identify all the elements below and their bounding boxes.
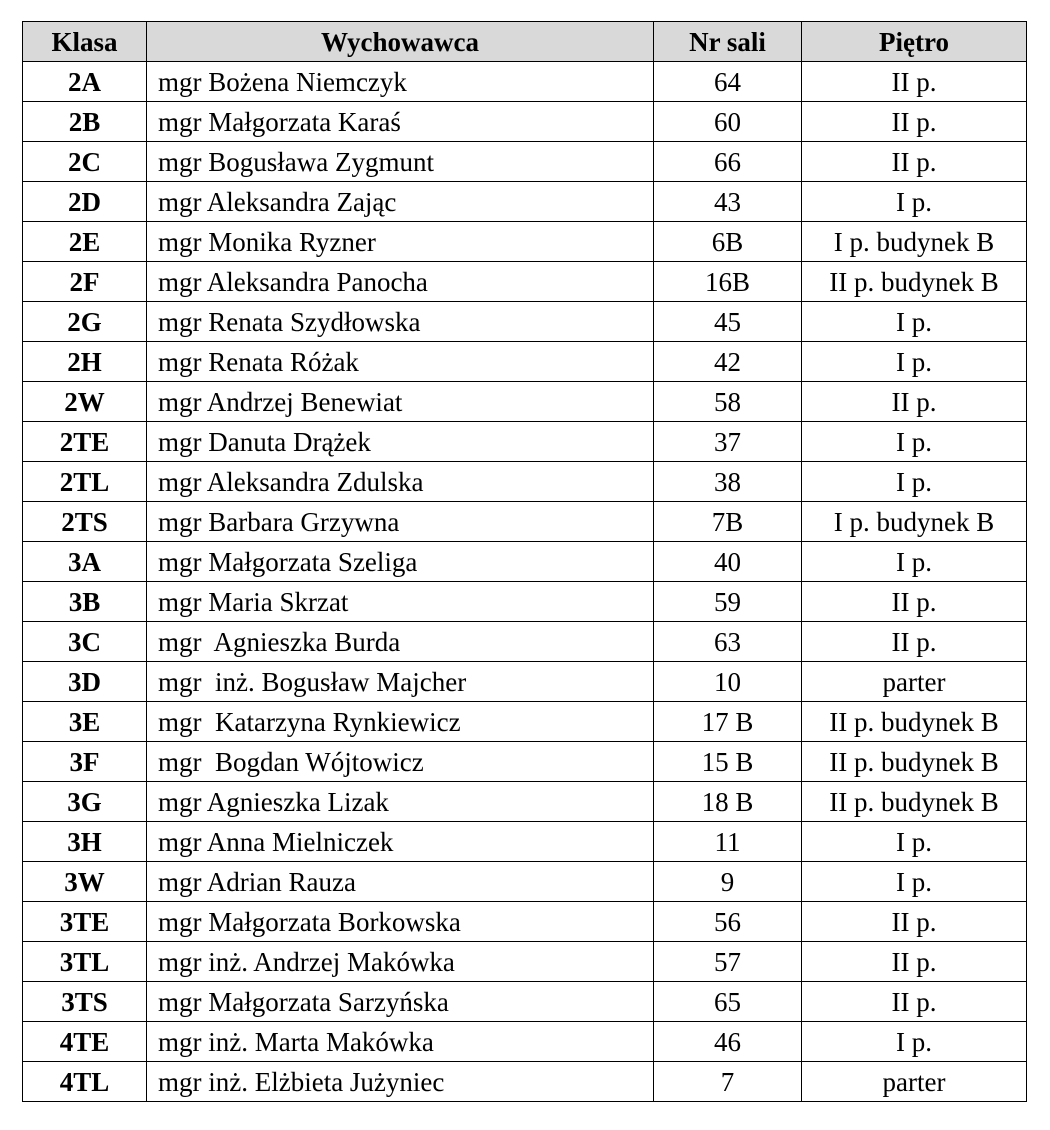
klasa-cell: 3H	[23, 822, 147, 862]
wychowawca-cell: mgr Bogusława Zygmunt	[147, 142, 654, 182]
nr-sali-cell: 42	[654, 342, 802, 382]
klasa-cell: 3G	[23, 782, 147, 822]
nr-sali-cell: 58	[654, 382, 802, 422]
nr-sali-cell: 18 B	[654, 782, 802, 822]
table-row	[23, 502, 1027, 542]
nr-sali-cell: 57	[654, 942, 802, 982]
wychowawca-cell: mgr Bożena Niemczyk	[147, 62, 654, 102]
pietro-cell: II p.	[802, 142, 1027, 182]
klasa-cell: 2D	[23, 182, 147, 222]
table-row	[23, 342, 1027, 382]
nr-sali-cell: 9	[654, 862, 802, 902]
klasa-cell: 2TE	[23, 422, 147, 462]
klasa-cell: 3TS	[23, 982, 147, 1022]
wychowawca-cell: mgr Katarzyna Rynkiewicz	[147, 702, 654, 742]
wychowawca-cell: mgr Danuta Drążek	[147, 422, 654, 462]
wychowawca-cell: mgr Agnieszka Lizak	[147, 782, 654, 822]
pietro-cell: parter	[802, 1062, 1027, 1102]
wychowawca-cell: mgr Aleksandra Zdulska	[147, 462, 654, 502]
pietro-cell: II p.	[802, 582, 1027, 622]
wychowawca-cell: mgr Agnieszka Burda	[147, 622, 654, 662]
pietro-cell: II p.	[802, 902, 1027, 942]
pietro-cell: I p.	[802, 302, 1027, 342]
pietro-cell: I p.	[802, 1022, 1027, 1062]
pietro-cell: II p.	[802, 622, 1027, 662]
table-row	[23, 982, 1027, 1022]
table-row	[23, 862, 1027, 902]
table-row	[23, 662, 1027, 702]
klasa-cell: 2G	[23, 302, 147, 342]
klasa-cell: 2W	[23, 382, 147, 422]
pietro-cell: parter	[802, 662, 1027, 702]
table-row	[23, 782, 1027, 822]
klasa-cell: 2TL	[23, 462, 147, 502]
klasa-cell: 3TL	[23, 942, 147, 982]
table-row	[23, 902, 1027, 942]
header-nr-sali: Nr sali	[654, 22, 802, 62]
nr-sali-cell: 43	[654, 182, 802, 222]
klasa-cell: 3A	[23, 542, 147, 582]
table-row	[23, 822, 1027, 862]
wychowawca-cell: mgr Adrian Rauza	[147, 862, 654, 902]
klasa-cell: 3F	[23, 742, 147, 782]
nr-sali-cell: 37	[654, 422, 802, 462]
nr-sali-cell: 16B	[654, 262, 802, 302]
klasa-cell: 4TE	[23, 1022, 147, 1062]
wychowawca-cell: mgr Monika Ryzner	[147, 222, 654, 262]
klasa-cell: 3E	[23, 702, 147, 742]
nr-sali-cell: 59	[654, 582, 802, 622]
nr-sali-cell: 17 B	[654, 702, 802, 742]
header-klasa: Klasa	[23, 22, 147, 62]
pietro-cell: II p.	[802, 382, 1027, 422]
nr-sali-cell: 7	[654, 1062, 802, 1102]
table-header	[23, 22, 1027, 62]
table-row	[23, 222, 1027, 262]
klasa-cell: 2A	[23, 62, 147, 102]
table-row	[23, 1062, 1027, 1102]
table-row	[23, 942, 1027, 982]
pietro-cell: I p.	[802, 342, 1027, 382]
table-row	[23, 62, 1027, 102]
nr-sali-cell: 15 B	[654, 742, 802, 782]
klasa-cell: 2F	[23, 262, 147, 302]
nr-sali-cell: 64	[654, 62, 802, 102]
header-row	[23, 22, 1027, 62]
nr-sali-cell: 66	[654, 142, 802, 182]
nr-sali-cell: 7B	[654, 502, 802, 542]
nr-sali-cell: 63	[654, 622, 802, 662]
nr-sali-cell: 65	[654, 982, 802, 1022]
wychowawca-cell: mgr Małgorzata Karaś	[147, 102, 654, 142]
table-row	[23, 382, 1027, 422]
table-row	[23, 102, 1027, 142]
header-wychowawca: Wychowawca	[147, 22, 654, 62]
nr-sali-cell: 10	[654, 662, 802, 702]
nr-sali-cell: 6B	[654, 222, 802, 262]
wychowawca-cell: mgr inż. Bogusław Majcher	[147, 662, 654, 702]
klasa-cell: 3D	[23, 662, 147, 702]
klasa-cell: 2TS	[23, 502, 147, 542]
table-row	[23, 302, 1027, 342]
klasa-cell: 2E	[23, 222, 147, 262]
pietro-cell: I p.	[802, 542, 1027, 582]
nr-sali-cell: 11	[654, 822, 802, 862]
table-row	[23, 462, 1027, 502]
klasa-cell: 2C	[23, 142, 147, 182]
pietro-cell: I p.	[802, 182, 1027, 222]
pietro-cell: I p.	[802, 462, 1027, 502]
wychowawca-cell: mgr Aleksandra Panocha	[147, 262, 654, 302]
wychowawca-cell: mgr Anna Mielniczek	[147, 822, 654, 862]
table-row	[23, 1022, 1027, 1062]
nr-sali-cell: 45	[654, 302, 802, 342]
klasa-cell: 4TL	[23, 1062, 147, 1102]
table-row	[23, 182, 1027, 222]
klasa-cell: 2H	[23, 342, 147, 382]
klasa-cell: 3W	[23, 862, 147, 902]
table-row	[23, 582, 1027, 622]
wychowawca-cell: mgr Małgorzata Szeliga	[147, 542, 654, 582]
wychowawca-cell: mgr inż. Andrzej Makówka	[147, 942, 654, 982]
nr-sali-cell: 40	[654, 542, 802, 582]
pietro-cell: I p.	[802, 822, 1027, 862]
table-row	[23, 702, 1027, 742]
nr-sali-cell: 56	[654, 902, 802, 942]
pietro-cell: I p.	[802, 862, 1027, 902]
wychowawca-cell: mgr Maria Skrzat	[147, 582, 654, 622]
wychowawca-cell: mgr Renata Szydłowska	[147, 302, 654, 342]
wychowawca-cell: mgr inż. Elżbieta Jużyniec	[147, 1062, 654, 1102]
pietro-cell: II p.	[802, 982, 1027, 1022]
class-teachers-table	[22, 21, 1027, 1102]
table-row	[23, 142, 1027, 182]
pietro-cell: II p. budynek B	[802, 782, 1027, 822]
klasa-cell: 3TE	[23, 902, 147, 942]
pietro-cell: II p. budynek B	[802, 262, 1027, 302]
klasa-cell: 2B	[23, 102, 147, 142]
pietro-cell: I p. budynek B	[802, 222, 1027, 262]
klasa-cell: 3C	[23, 622, 147, 662]
wychowawca-cell: mgr Aleksandra Zając	[147, 182, 654, 222]
nr-sali-cell: 46	[654, 1022, 802, 1062]
pietro-cell: I p. budynek B	[802, 502, 1027, 542]
wychowawca-cell: mgr Małgorzata Sarzyńska	[147, 982, 654, 1022]
pietro-cell: II p. budynek B	[802, 742, 1027, 782]
wychowawca-cell: mgr Bogdan Wójtowicz	[147, 742, 654, 782]
pietro-cell: II p.	[802, 62, 1027, 102]
nr-sali-cell: 38	[654, 462, 802, 502]
pietro-cell: II p.	[802, 942, 1027, 982]
table-row	[23, 622, 1027, 662]
table-body	[23, 62, 1027, 1102]
header-pietro: Piętro	[802, 22, 1027, 62]
pietro-cell: I p.	[802, 422, 1027, 462]
table-row	[23, 542, 1027, 582]
table-row	[23, 422, 1027, 462]
table-row	[23, 262, 1027, 302]
wychowawca-cell: mgr inż. Marta Makówka	[147, 1022, 654, 1062]
wychowawca-cell: mgr Barbara Grzywna	[147, 502, 654, 542]
wychowawca-cell: mgr Andrzej Benewiat	[147, 382, 654, 422]
nr-sali-cell: 60	[654, 102, 802, 142]
wychowawca-cell: mgr Renata Różak	[147, 342, 654, 382]
klasa-cell: 3B	[23, 582, 147, 622]
pietro-cell: II p.	[802, 102, 1027, 142]
pietro-cell: II p. budynek B	[802, 702, 1027, 742]
table-row	[23, 742, 1027, 782]
wychowawca-cell: mgr Małgorzata Borkowska	[147, 902, 654, 942]
